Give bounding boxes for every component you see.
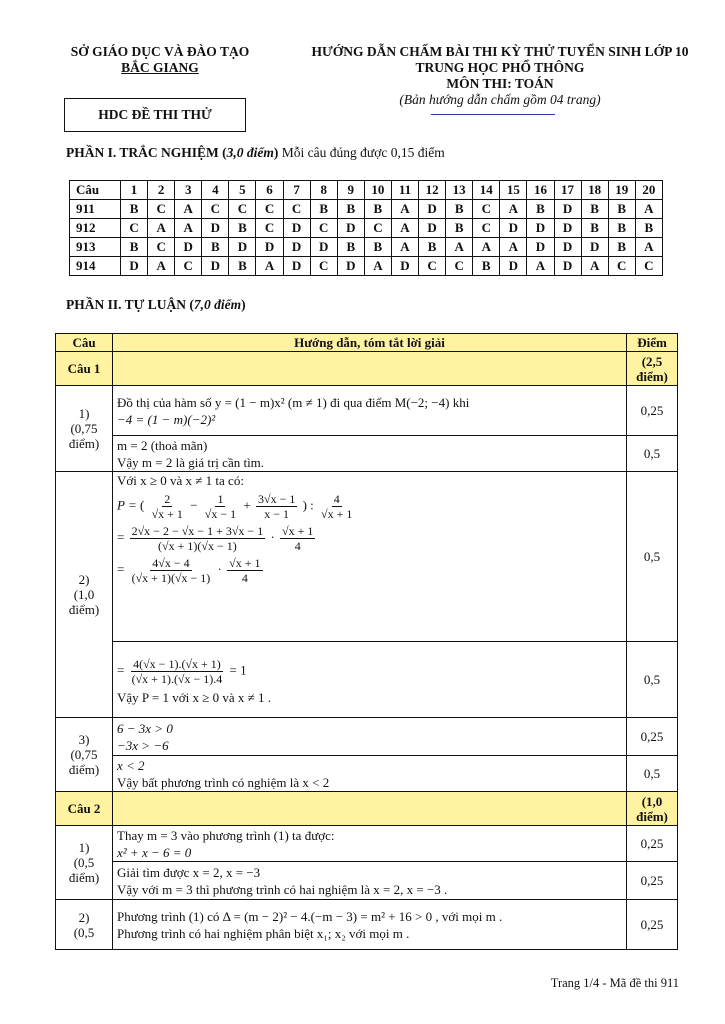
q2-p2-step1 [56,900,678,950]
answer-cell: D [554,200,581,219]
q2-p2-text-b: Phương trình có hai nghiệm phân biệt x₁; x₂ với mọi m . [117,925,410,941]
grading-guide-table [55,333,678,950]
answer-cell: D [419,219,446,238]
page-footer: Trang 1/4 - Mã đề thi 911 [550,976,679,990]
answer-cell: C [635,257,662,276]
answer-cell: A [500,238,527,257]
answer-cell: B [446,200,473,219]
q2-p1-step1 [56,826,678,862]
q2-p1-score1: 0,25 [627,826,678,862]
part1-heading: PHẦN I. TRẮC NGHIỆM (3,0 điểm) Mỗi câu đúng được 0,15 điểm [66,145,445,160]
answer-cell: C [473,200,500,219]
answer-key-header-row [70,181,663,200]
answer-cell: D [419,200,446,219]
answer-cell: A [256,257,283,276]
answer-cell: B [581,200,608,219]
answer-cell: D [229,238,256,257]
answer-key-table [69,180,663,276]
q2-p1-step2 [56,862,678,900]
answer-cell: D [581,238,608,257]
answer-cell: D [283,219,310,238]
answer-cell: D [202,257,229,276]
answer-cell: D [554,238,581,257]
answer-cell: C [256,200,283,219]
exam-code: 912 [70,219,121,238]
q2-p1-score2: 0,25 [627,862,678,900]
answer-cell: C [148,238,175,257]
answer-cell: D [283,257,310,276]
q2-p1-label: 1) [78,840,90,855]
question-number: 7 [283,181,310,200]
answer-cell: C [202,200,229,219]
answer-cell: A [581,257,608,276]
answer-cell: C [310,219,337,238]
q1-p2-step1 [56,472,678,642]
guide-header-row [56,334,678,352]
answer-cell: B [202,238,229,257]
question-number: 20 [635,181,662,200]
q1-p3-step1 [56,718,678,756]
answer-cell: C [364,219,391,238]
answer-cell: A [500,200,527,219]
q1-p1-text-b: −4 = (1 − m)(−2)² [117,411,216,427]
answer-cell: B [364,200,391,219]
answer-cell: B [581,219,608,238]
question-number: 15 [500,181,527,200]
q2-p2-score1: 0,25 [627,900,678,950]
document-title [290,44,710,108]
part2-heading: PHẦN II. TỰ LUẬN (7,0 điểm) [66,297,246,312]
answer-cell: C [121,219,148,238]
q1-p3-text-a: 6 − 3x > 0 [117,720,173,736]
answer-cell: B [121,238,148,257]
answer-cell: B [337,238,364,257]
question-number: 9 [337,181,364,200]
col-cau: Câu [56,334,113,352]
question-number: 11 [391,181,418,200]
province-name: BẮC GIANG [121,60,199,75]
answer-cell: D [500,219,527,238]
answer-cell: C [419,257,446,276]
q2-p2-points: (0,5 [73,924,95,940]
exam-code: 914 [70,257,121,276]
answer-cell: D [202,219,229,238]
answer-cell: A [148,219,175,238]
q1-p2-label: 2) [78,572,90,587]
question-number: 12 [419,181,446,200]
q1-p3-score1: 0,25 [627,718,678,756]
question-number: 17 [554,181,581,200]
answer-cell: B [364,238,391,257]
q2-p2-text-a: Phương trình (1) có Δ = (m − 2)² − 4.(−m − 3) = m² + 16 > 0 , với mọi m . [117,908,503,924]
q1-label: Câu 1 [56,352,113,386]
answer-cell: A [635,238,662,257]
answer-cell: D [283,238,310,257]
answer-key-row [70,238,663,257]
answer-cell: B [527,200,554,219]
answer-cell: B [337,200,364,219]
answer-cell: C [256,219,283,238]
q1-p3-text-b: −3x > −6 [117,737,169,753]
q1-p3-text-c: x < 2 [117,757,145,773]
answer-cell: D [121,257,148,276]
department-header [40,44,280,76]
q2-p1-text-d: Vậy với m = 3 thì phương trình có hai nghiệm là x = 2, x = −3 . [117,881,448,897]
q1-p2-score2: 0,5 [627,642,678,718]
q1-p2-step2 [56,642,678,718]
q1-p1-text-a: Đồ thị của hàm số y = (1 − m)x² (m ≠ 1) đi qua điểm M(−2; −4) khi [117,394,470,410]
answer-cell: B [229,257,256,276]
answer-cell: A [175,200,202,219]
answer-key-row [70,257,663,276]
answer-cell: D [175,238,202,257]
answer-cell: C [473,219,500,238]
q2-p1-text-b: x² + x − 6 = 0 [117,844,192,860]
part1-label: PHẦN I. TRẮC NGHIỆM [66,145,219,160]
answer-cell: A [391,200,418,219]
question-number: 6 [256,181,283,200]
q2-total: (1,0 điểm) [627,792,678,826]
answer-cell: A [527,257,554,276]
title-line-3: MÔN THI: TOÁN [446,76,554,91]
answer-cell: B [310,200,337,219]
answer-cell: D [337,257,364,276]
answer-cell: C [608,257,635,276]
q1-total: (2,5 điểm) [627,352,678,386]
answer-cell: D [256,238,283,257]
q1-p3-points: (0,75 điểm) [68,747,100,777]
part2-points: 7,0 điểm [193,297,242,312]
exam-type-box: HDC ĐỀ THI THỬ [64,98,246,132]
answer-cell: D [527,219,554,238]
q1-p2-eq4: = $\frac{4(√x - 1).(√x + 1)}{(√x + 1).(√x - 1).4}$ = 1 [117,656,247,686]
answer-cell: B [608,219,635,238]
answer-cell: C [283,200,310,219]
q1-p1-points: (0,75 điểm) [68,421,100,451]
answer-cell: A [148,257,175,276]
q1-p1-text-c: m = 2 (thoả mãn) [117,437,208,453]
q2-p1-text-c: Giải tìm được x = 2, x = −3 [117,864,261,880]
question-number: 2 [148,181,175,200]
question-number: 18 [581,181,608,200]
answer-cell: B [635,219,662,238]
answer-cell: A [391,238,418,257]
question-number: 4 [202,181,229,200]
col-score: Điểm [627,334,678,352]
title-underline [431,114,555,115]
question-number: 16 [527,181,554,200]
question-number: 5 [229,181,256,200]
q2-label: Câu 2 [56,792,113,826]
answer-cell: A [446,238,473,257]
q2-p1-text-a: Thay m = 3 vào phương trình (1) ta được: [117,827,335,843]
answer-cell: C [229,200,256,219]
question-number: 8 [310,181,337,200]
answer-key-row [70,200,663,219]
question-number: 1 [121,181,148,200]
department-name: SỞ GIÁO DỤC VÀ ĐÀO TẠO [70,44,250,59]
q1-p1-step2 [56,436,678,472]
answer-cell: A [635,200,662,219]
exam-code: 913 [70,238,121,257]
answer-cell: B [229,219,256,238]
answer-cell: D [554,219,581,238]
q1-p2-eq1: P = ( $\frac{2}{√x + 1}$ − $\frac{1}{√x - 1}$ + $\frac{3√x - 1}{x - 1}$ ) : $\frac{4}{√x + 1}$ [117,492,353,521]
answer-cell: A [473,238,500,257]
q1-p2-points: (1,0 điểm) [68,587,100,617]
answer-key-header-label: Câu [70,181,121,200]
answer-key-row [70,219,663,238]
part1-points: 3,0 điểm [226,145,274,160]
question-1-row [56,352,678,386]
q1-p2-eq2: = $\frac{2√x - 2 - √x - 1 + 3√x - 1}{(√x + 1)(√x - 1)}$ · $\frac{√x + 1}{4}$ [117,524,314,553]
q1-p1-score1: 0,25 [627,386,678,436]
answer-cell: B [419,238,446,257]
question-2-row [56,792,678,826]
question-number: 10 [364,181,391,200]
q2-p2-label: 2) [78,909,90,925]
title-line-1: HƯỚNG DẪN CHẤM BÀI THI KỲ THỬ TUYỂN SINH LỚP 10 [311,44,689,59]
answer-cell: D [337,219,364,238]
answer-cell: A [364,257,391,276]
answer-cell: D [500,257,527,276]
q1-p1-step1 [56,386,678,436]
q1-p3-score2: 0,5 [627,756,678,792]
q1-p2-conclusion: Vậy P = 1 với x ≥ 0 và x ≠ 1 . [117,689,272,705]
part1-rule: Mỗi câu đúng được 0,15 điểm [278,145,445,160]
q1-p1-score2: 0,5 [627,436,678,472]
col-guide: Hướng dẫn, tóm tắt lời giải [113,334,627,352]
answer-cell: C [446,257,473,276]
answer-cell: D [391,257,418,276]
answer-cell: D [310,238,337,257]
question-number: 14 [473,181,500,200]
q1-p2-eq3: = $\frac{4√x - 4}{(√x + 1)(√x - 1)}$ · $\frac{√x + 1}{4}$ [117,556,261,585]
answer-cell: B [121,200,148,219]
answer-cell: B [473,257,500,276]
answer-cell: B [608,238,635,257]
q1-p3-text-d: Vậy bất phương trình có nghiệm là x < 2 [117,774,330,790]
question-number: 3 [175,181,202,200]
q1-p3-step2 [56,756,678,792]
title-note: (Bản hướng dẫn chấm gồm 04 trang) [399,92,601,107]
answer-cell: B [446,219,473,238]
q1-p3-label: 3) [78,732,90,747]
q1-p1-label: 1) [78,406,90,421]
question-number: 19 [608,181,635,200]
answer-cell: C [310,257,337,276]
answer-cell: A [175,219,202,238]
part2-label: PHẦN II. TỰ LUẬN [66,297,187,312]
q1-p2-score1: 0,5 [627,472,678,642]
answer-cell: D [554,257,581,276]
answer-cell: B [608,200,635,219]
answer-cell: D [527,238,554,257]
question-number: 13 [446,181,473,200]
title-line-2: TRUNG HỌC PHỔ THÔNG [415,60,585,75]
answer-cell: C [175,257,202,276]
q2-p1-points: (0,5 điểm) [68,855,100,885]
q1-p2-condition: Với x ≥ 0 và x ≠ 1 ta có: [117,473,244,488]
answer-cell: A [391,219,418,238]
exam-code: 911 [70,200,121,219]
answer-cell: C [148,200,175,219]
q1-p1-text-d: Vậy m = 2 là giá trị cần tìm. [117,454,265,470]
